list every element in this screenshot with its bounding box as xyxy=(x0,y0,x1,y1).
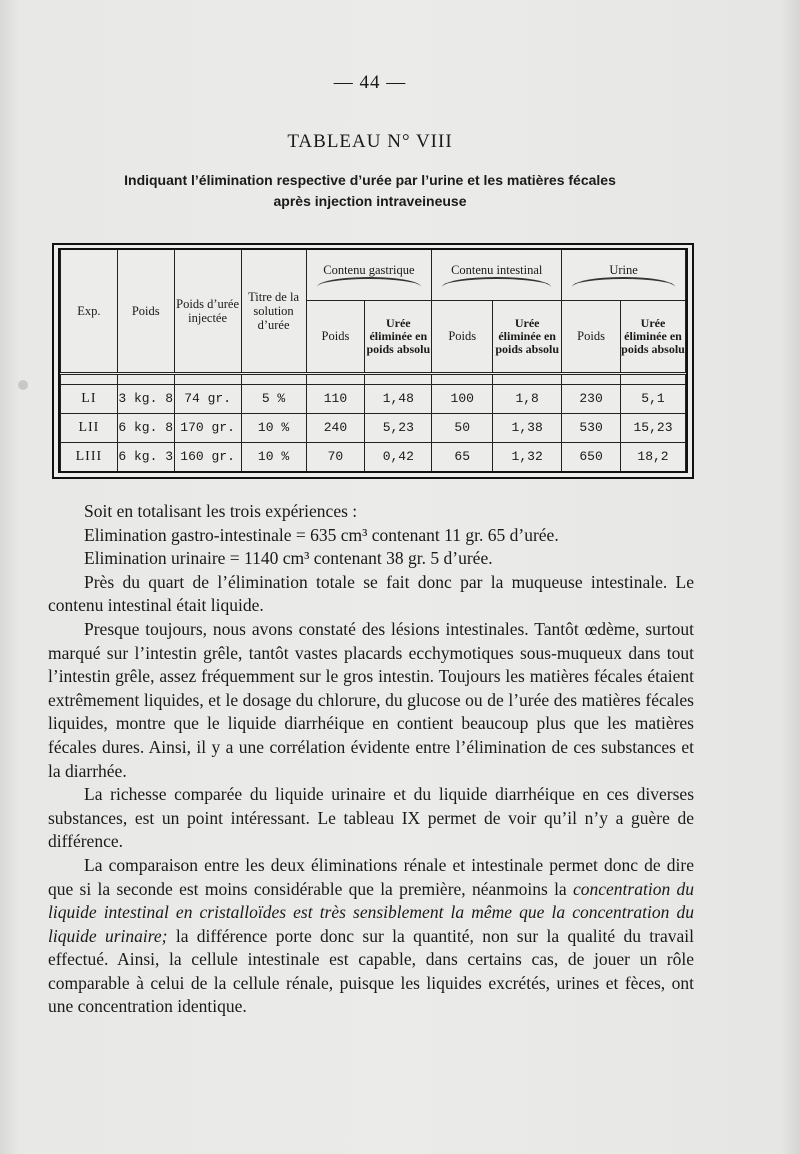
paragraph-elimination-urinaire: Elimination urinaire = 1140 cm³ contenant 38 gr. 5 d’urée. xyxy=(84,548,493,569)
cell-uree-injectee: 170 gr. xyxy=(174,413,241,442)
cell-gastrique-poids: 110 xyxy=(306,384,365,413)
cell-intestinal-poids: 100 xyxy=(432,384,493,413)
paragraph-comparaison-italic: concentration du liquide intestinal en cristalloïdes est très sensiblement la même que la concentration du liquide urinaire; xyxy=(48,878,694,946)
paragraph-summary-intro: Soit en totalisant les trois expériences : xyxy=(84,501,358,521)
table-subtitle xyxy=(0,170,740,212)
cell-gastrique-poids: 70 xyxy=(306,442,365,471)
data-table xyxy=(60,250,686,471)
paragraph-richesse: La richesse comparée du liquide urinaire et du liquide diarrhéique en ces diverses substances, est un point intéressant. Le tableau IX permet de voir qu’il n’y a guère de différence. xyxy=(48,784,694,852)
cell-urine-poids: 230 xyxy=(562,384,621,413)
table-row xyxy=(61,413,686,442)
cell-intestinal-poids: 65 xyxy=(432,442,493,471)
header-poids-uree-injectee: Poids d’urée injectée xyxy=(174,250,241,373)
body-text xyxy=(48,500,694,1019)
brace-gastrique xyxy=(317,277,422,287)
table-subtitle-line-1: Indiquant l’élimination respective d’urée par l’urine et les matières fécales xyxy=(124,172,616,188)
header-exp: Exp. xyxy=(61,250,118,373)
cell-urine-poids: 650 xyxy=(562,442,621,471)
paragraph-quart: Près du quart de l’élimination totale se fait donc par la muqueuse intestinale. Le contenu intestinal était liquide. xyxy=(48,571,694,616)
cell-poids: 6 kg. 3 xyxy=(117,442,174,471)
table-header-row-1 xyxy=(61,250,686,300)
cell-intestinal-uree: 1,32 xyxy=(493,442,562,471)
cell-intestinal-uree: 1,8 xyxy=(493,384,562,413)
cell-gastrique-poids: 240 xyxy=(306,413,365,442)
header-contenu-gastrique-label: Contenu gastrique xyxy=(323,262,415,277)
paragraph-comparaison-start: La comparaison entre les deux éliminations rénale et intestinale permet donc de dire que si la seconde est moins considérable que la première, néanmoins la xyxy=(48,854,694,899)
cell-exp: LI xyxy=(61,384,118,413)
subheader-intestinal-poids: Poids xyxy=(432,300,493,373)
paragraph-elimination-gastro: Elimination gastro-intestinale = 635 cm³ contenant 11 gr. 65 d’urée. xyxy=(84,524,559,545)
header-poids: Poids xyxy=(117,250,174,373)
cell-titre: 10 % xyxy=(241,413,306,442)
cell-intestinal-poids: 50 xyxy=(432,413,493,442)
brace-intestinal xyxy=(442,277,551,287)
paragraph-comparaison xyxy=(48,854,694,1019)
cell-gastrique-uree: 5,23 xyxy=(365,413,432,442)
header-contenu-intestinal xyxy=(432,250,562,300)
table-spacer-row xyxy=(61,373,686,384)
subheader-gastrique-uree: Urée éliminée en poids absolu xyxy=(365,300,432,373)
cell-urine-uree: 15,23 xyxy=(621,413,686,442)
cell-exp: LIII xyxy=(61,442,118,471)
header-contenu-intestinal-label: Contenu intestinal xyxy=(451,262,543,277)
table-title: TABLEAU N° VIII xyxy=(287,131,453,152)
cell-urine-poids: 530 xyxy=(562,413,621,442)
cell-titre: 10 % xyxy=(241,442,306,471)
table-row xyxy=(61,442,686,471)
subheader-intestinal-uree: Urée éliminée en poids absolu xyxy=(493,300,562,373)
subheader-urine-poids: Poids xyxy=(562,300,621,373)
cell-gastrique-uree: 1,48 xyxy=(365,384,432,413)
cell-titre: 5 % xyxy=(241,384,306,413)
paper-stain xyxy=(18,380,28,390)
cell-uree-injectee: 160 gr. xyxy=(174,442,241,471)
header-titre-solution: Titre de la solution d’urée xyxy=(241,250,306,373)
cell-intestinal-uree: 1,38 xyxy=(493,413,562,442)
table-row xyxy=(61,384,686,413)
cell-urine-uree: 5,1 xyxy=(621,384,686,413)
cell-uree-injectee: 74 gr. xyxy=(174,384,241,413)
paragraph-lesions: Presque toujours, nous avons constaté des lésions intestinales. Tantôt œdème, surtout marqué sur l’intestin grêle, tantôt vastes placards ecchymotiques sous-muqueux dans tout l’intestin grêle, assez fréquemment sur le gros intestin. Toujours les matières fécales étaient extrêmement liquides, et le dosage du chlorure, du glucose ou de l’urée des matières fécales liquides, montre que le liquide diarrhéique en contient beaucoup plus que les matières fécales dures. Ainsi, il y a une corrélation évidente entre l’élimination de ces substances et la diarrhée. xyxy=(48,618,694,781)
subheader-gastrique-poids: Poids xyxy=(306,300,365,373)
brace-urine xyxy=(572,277,675,287)
paragraph-comparaison-end: la différence porte donc sur la quantité, non sur la qualité du travail effectué. Ainsi, la cellule intestinale est capable, dans certains cas, de jouer un rôle comparable à celui de la cellule rénale, puisque les liquides excrétés, urines et fèces, ont une concentration identique. xyxy=(48,925,694,1017)
header-urine xyxy=(562,250,686,300)
subheader-urine-uree: Urée éliminée en poids absolu xyxy=(621,300,686,373)
table-inner-border xyxy=(58,248,688,473)
cell-exp: LII xyxy=(61,413,118,442)
page-number: — 44 — xyxy=(333,72,407,93)
table-frame xyxy=(52,243,694,479)
header-urine-label: Urine xyxy=(609,262,638,277)
cell-urine-uree: 18,2 xyxy=(621,442,686,471)
cell-gastrique-uree: 0,42 xyxy=(365,442,432,471)
table-subtitle-line-2: après injection intraveineuse xyxy=(273,193,467,209)
cell-poids: 3 kg. 8 xyxy=(117,384,174,413)
header-contenu-gastrique xyxy=(306,250,432,300)
cell-poids: 6 kg. 8 xyxy=(117,413,174,442)
